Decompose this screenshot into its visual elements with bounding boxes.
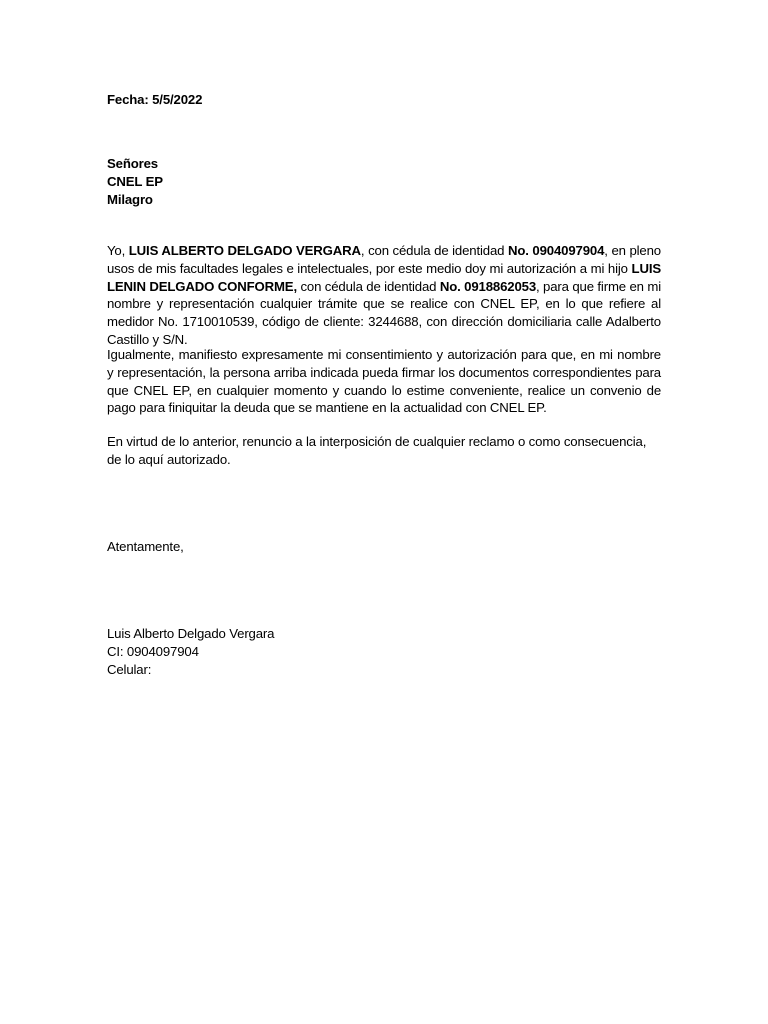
waiver-paragraph: En virtud de lo anterior, renuncio a la interposición de cualquier reclamo o como consecuencia, de lo aquí autorizado. [107, 434, 647, 467]
para1-text-5: , para que firme en mi nombre y representación cualquier trámite que se realice con CNEL EP, en lo que refiere al medidor No. 1710010539, código de cliente: 3244688, con dirección domiciliaria calle Adalberto Castillo y S/N. [107, 278, 661, 347]
recipient-block [107, 155, 661, 208]
para1-text-2: , con cédula de identidad [360, 243, 508, 258]
recipient-salutation: Señores [107, 156, 158, 171]
recipient-city: Milagro [107, 191, 153, 207]
para1-text-1: Yo, [107, 243, 129, 258]
letter-date: Fecha: 5/5/2022 [107, 92, 203, 107]
signer-phone: Celular: [107, 661, 152, 677]
authorized-person-id-number: No. 0918862053 [439, 278, 537, 294]
authorization-paragraph [107, 242, 661, 349]
signer-ci: CI: 0904097904 [107, 643, 199, 659]
consent-paragraph: Igualmente, manifiesto expresamente mi consentimiento y autorización para que, en mi nombre y representación, la persona arriba indicada pueda firmar los documentos correspondientes para que CNEL EP, en cualquier momento y cuando lo estime conveniente, realice un convenio de pago para finiquitar la deuda que se mantiene en la actualidad con CNEL EP. [107, 347, 661, 416]
closing-line: Atentamente, [107, 539, 184, 554]
grantor-id-number: No. 0904097904 [507, 243, 605, 258]
signer-name: Luis Alberto Delgado Vergara [107, 626, 275, 641]
para1-text-4: con cédula de identidad [296, 278, 440, 294]
recipient-organization: CNEL EP [107, 173, 163, 189]
grantor-name: LUIS ALBERTO DELGADO VERGARA [128, 243, 361, 258]
signature-block [107, 625, 661, 678]
para1-text-3: , en pleno usos de mis facultades legales e intelectuales, por este medio doy mi autorización a mi hijo [107, 243, 661, 276]
authorized-person-name: LUIS LENIN DELGADO CONFORME, [107, 260, 661, 294]
